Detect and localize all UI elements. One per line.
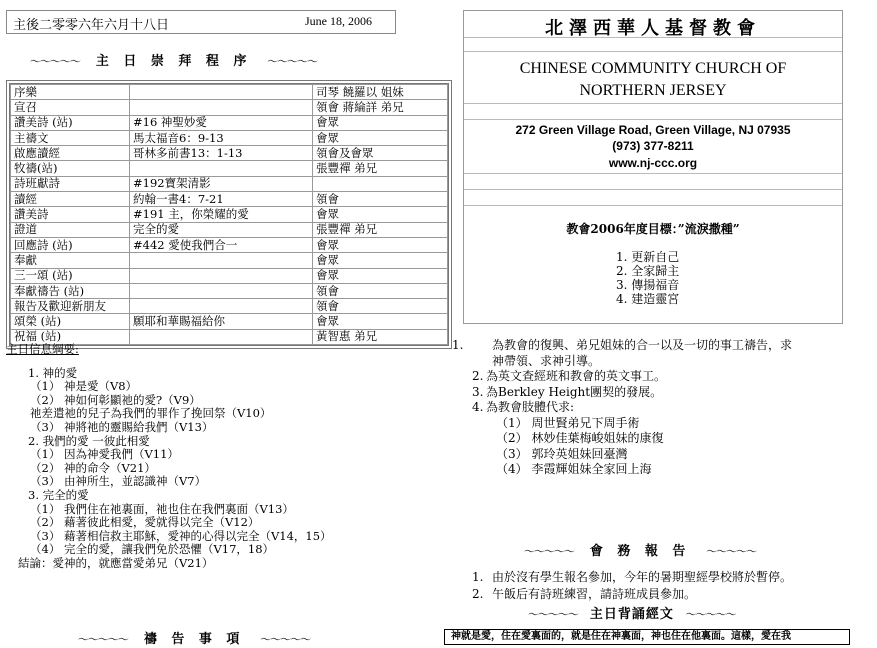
notes-line: 祂差遣祂的兒子為我們的罪作了挽回祭（V10） — [30, 406, 272, 421]
notes-line: （2） 神如何彰顯祂的愛?（V9） — [30, 392, 201, 407]
order-detail: #16 神聖妙愛 — [130, 115, 313, 130]
prayer-number: 3. — [472, 384, 484, 399]
order-detail: 哥林多前書13：1-13 — [130, 146, 313, 161]
church-address: 272 Green Village Road, Green Village, NJ 07935 — [515, 123, 791, 137]
order-person: 會眾 — [313, 268, 448, 283]
church-phone: (973) 377-8211 — [612, 139, 694, 153]
report-heading-row — [524, 540, 756, 559]
order-item: 主禱文 — [11, 130, 130, 145]
prayer-text: 為教會的復興、弟兄姐妹的合一以及一切的事工禱告，求 — [492, 338, 793, 352]
order-row — [11, 237, 448, 252]
prayer-text: （2） 林妙佳葉梅峻姐妹的康復 — [496, 431, 664, 445]
notes-line: （1） 我們住在祂裏面，祂也住在我們裏面（V13） — [30, 501, 294, 516]
order-row — [11, 299, 448, 314]
church-website: www.nj-ccc.org — [608, 156, 698, 170]
prayer-heading-row — [78, 628, 310, 647]
order-item: 讀經 — [11, 192, 130, 207]
order-item: 宣召 — [11, 100, 130, 115]
order-detail: 完全的愛 — [130, 222, 313, 237]
memory-verse-heading: 主日背誦經文 — [589, 607, 674, 622]
order-detail: #191 主，你榮耀的愛 — [130, 207, 313, 222]
notes-line: 3. 完全的愛 — [28, 487, 89, 502]
order-person: 會眾 — [313, 237, 448, 252]
notes-line: （2） 神的命令（V21） — [30, 460, 156, 475]
order-detail — [130, 253, 313, 268]
annual-goal-title: 教會2006年度目標：”流淚撒種” — [566, 222, 740, 236]
notes-line: （3） 由神所生，並認識神（V7） — [30, 474, 207, 489]
order-item: 牧禱(站) — [11, 161, 130, 176]
report-number: 1. — [472, 570, 484, 584]
order-detail — [130, 268, 313, 283]
order-detail: 願耶和華賜福給你 — [130, 314, 313, 329]
report-list — [472, 569, 792, 603]
notes-line: （3） 藉著相信救主耶穌，愛神的心得以完全（V14，15） — [30, 528, 332, 543]
order-row — [11, 100, 448, 115]
report-number: 2. — [472, 587, 484, 601]
church-name-row — [464, 11, 842, 37]
prayer-number: 2. — [472, 369, 484, 383]
order-item: 奉獻禱告 (站) — [11, 283, 130, 298]
order-detail: #442 愛使我們合一 — [130, 237, 313, 252]
church-name-chinese: 北澤西華人基督教會 — [545, 18, 761, 39]
prayer-number: 4. — [472, 400, 484, 414]
order-item: 讚美詩 (站) — [11, 115, 130, 130]
prayer-item — [452, 354, 792, 370]
order-row — [11, 222, 448, 237]
wave-ornament-left: ～～～～～ — [528, 608, 578, 621]
notes-line: （4） 完全的愛，讓我們免於恐懼（V17，18） — [30, 542, 275, 557]
notes-line: （1） 因為神愛我們（V11） — [30, 447, 179, 462]
prayer-text: 為英文查經班和教會的英文事工。 — [486, 369, 667, 383]
prayer-item — [452, 416, 792, 432]
order-item: 序樂 — [11, 85, 130, 100]
prayer-text: （1） 周世賢弟兄下周手術 — [496, 415, 640, 430]
report-heading: 會 務 報 告 — [589, 544, 691, 559]
wave-ornament-left: ～～～～～ — [78, 633, 128, 646]
prayer-item — [452, 338, 792, 354]
notes-heading: 主日信息綱要: — [6, 342, 79, 356]
order-item: 祝福 (站) — [11, 329, 130, 344]
annual-goals-list — [616, 250, 679, 306]
order-person: 會眾 — [313, 115, 448, 130]
order-person: 領會 — [313, 192, 448, 207]
report-item — [472, 569, 792, 586]
prayer-text: 神帶領、求神引導。 — [492, 353, 601, 368]
wave-ornament-right: ～～～～～ — [267, 55, 318, 68]
wave-ornament-right: ～～～～～ — [685, 608, 736, 621]
order-detail — [130, 299, 313, 314]
report-text: 午飯后有詩班練習，請詩班成員參加。 — [492, 587, 697, 601]
order-heading-row — [30, 50, 317, 69]
church-info-box — [463, 10, 843, 324]
order-row — [11, 130, 448, 145]
church-name-english — [464, 58, 842, 102]
prayer-number: 1. — [452, 338, 464, 352]
order-person: 領會 — [313, 299, 448, 314]
date-chinese: 主後二零零六年六月十八日 — [13, 18, 170, 33]
prayer-text: （3） 郭玲英姐妹回臺灣 — [496, 446, 628, 461]
order-person: 領會及會眾 — [313, 146, 448, 161]
church-name-english-line2: NORTHERN JERSEY — [579, 82, 727, 99]
notes-list — [6, 367, 332, 571]
wave-ornament-right: ～～～～～ — [706, 545, 757, 558]
order-detail — [130, 85, 313, 100]
order-detail — [130, 161, 313, 176]
notes-line: 2. 我們的愛 一彼此相愛 — [28, 433, 150, 448]
worship-order-table — [6, 80, 452, 349]
order-row — [11, 207, 448, 222]
prayer-heading: 禱 告 事 項 — [143, 632, 245, 647]
notes-line: （2） 藉著彼此相愛，愛就得以完全（V12） — [30, 515, 260, 530]
order-person: 黃智惠 弟兄 — [313, 329, 448, 344]
order-row — [11, 85, 448, 100]
order-person: 會眾 — [313, 314, 448, 329]
order-row — [11, 115, 448, 130]
order-person: 會眾 — [313, 253, 448, 268]
order-person: 會眾 — [313, 207, 448, 222]
sermon-notes — [6, 343, 332, 571]
notes-line: （3） 神將祂的靈賜給我們（V13） — [30, 419, 214, 434]
order-row — [11, 146, 448, 161]
order-row — [11, 314, 448, 329]
memory-verse: 神就是愛，住在愛裏面的，就是住在神裏面，神也住在他裏面。這樣，愛在我 — [444, 629, 850, 645]
prayer-text: 為教會肢體代求: — [486, 400, 575, 414]
prayer-text: 為Berkley Height團契的發展。 — [486, 384, 663, 399]
order-person: 會眾 — [313, 130, 448, 145]
order-item: 頌榮 (站) — [11, 314, 130, 329]
order-item: 讚美詩 — [11, 207, 130, 222]
report-text: 由於沒有學生報名參加，今年的暑期聖經學校將於暫停。 — [492, 570, 793, 584]
prayer-text: （4） 李霞輝姐妹全家回上海 — [496, 462, 652, 476]
report-item — [472, 586, 792, 603]
memory-heading-row — [528, 603, 736, 622]
church-name-english-line1: CHINESE COMMUNITY CHURCH OF — [519, 60, 787, 77]
order-row — [11, 176, 448, 191]
order-detail: 約翰一書4：7-21 — [130, 192, 313, 207]
prayer-item — [452, 369, 792, 385]
order-person: 司琴 饒羅以 姐妹 — [313, 85, 448, 100]
notes-line: 1. 神的愛 — [28, 365, 78, 380]
notes-line: （1） 神是愛（V8） — [30, 379, 138, 394]
goal-item: 2. 全家歸主 — [616, 264, 680, 278]
order-item: 報告及歡迎新朋友 — [11, 299, 130, 314]
order-item: 三一頌 (站) — [11, 268, 130, 283]
order-row — [11, 268, 448, 283]
date-bar — [6, 10, 396, 34]
order-person: 張豐禪 弟兄 — [313, 222, 448, 237]
goal-item: 4. 建造靈宮 — [616, 292, 680, 306]
prayer-item — [452, 385, 792, 401]
order-row — [11, 192, 448, 207]
order-row — [11, 253, 448, 268]
order-item: 啟應讀經 — [11, 146, 130, 161]
order-item: 奉獻 — [11, 253, 130, 268]
worship-order-grid — [10, 84, 448, 345]
goal-item: 3. 傳揚福音 — [616, 278, 680, 292]
order-row — [11, 283, 448, 298]
wave-ornament-right: ～～～～～ — [260, 633, 311, 646]
order-item: 證道 — [11, 222, 130, 237]
order-detail — [130, 100, 313, 115]
prayer-item — [452, 447, 792, 463]
order-row — [11, 161, 448, 176]
date-english: June 18, 2006 — [305, 14, 372, 28]
goal-item: 1. 更新自己 — [616, 250, 680, 264]
wave-ornament-left: ～～～～～ — [524, 545, 574, 558]
order-person: 領會 — [313, 283, 448, 298]
order-item: 詩班獻詩 — [11, 176, 130, 191]
order-item: 回應詩 (站) — [11, 237, 130, 252]
order-person: 張豐禪 弟兄 — [313, 161, 448, 176]
order-person: 領會 蔣綸詳 弟兄 — [313, 100, 448, 115]
wave-ornament-left: ～～～～～ — [30, 55, 80, 68]
order-heading: 主 日 崇 拜 程 序 — [95, 54, 252, 69]
prayer-list — [452, 338, 792, 478]
prayer-item — [452, 400, 792, 416]
order-detail: #192寶架清影 — [130, 176, 313, 191]
order-detail — [130, 283, 313, 298]
prayer-item — [452, 462, 792, 478]
order-detail: 馬太福音6：9-13 — [130, 130, 313, 145]
order-person — [313, 176, 448, 191]
notes-line: 結論：愛神的，就應當愛弟兄（V21） — [18, 555, 214, 570]
prayer-item — [452, 431, 792, 447]
